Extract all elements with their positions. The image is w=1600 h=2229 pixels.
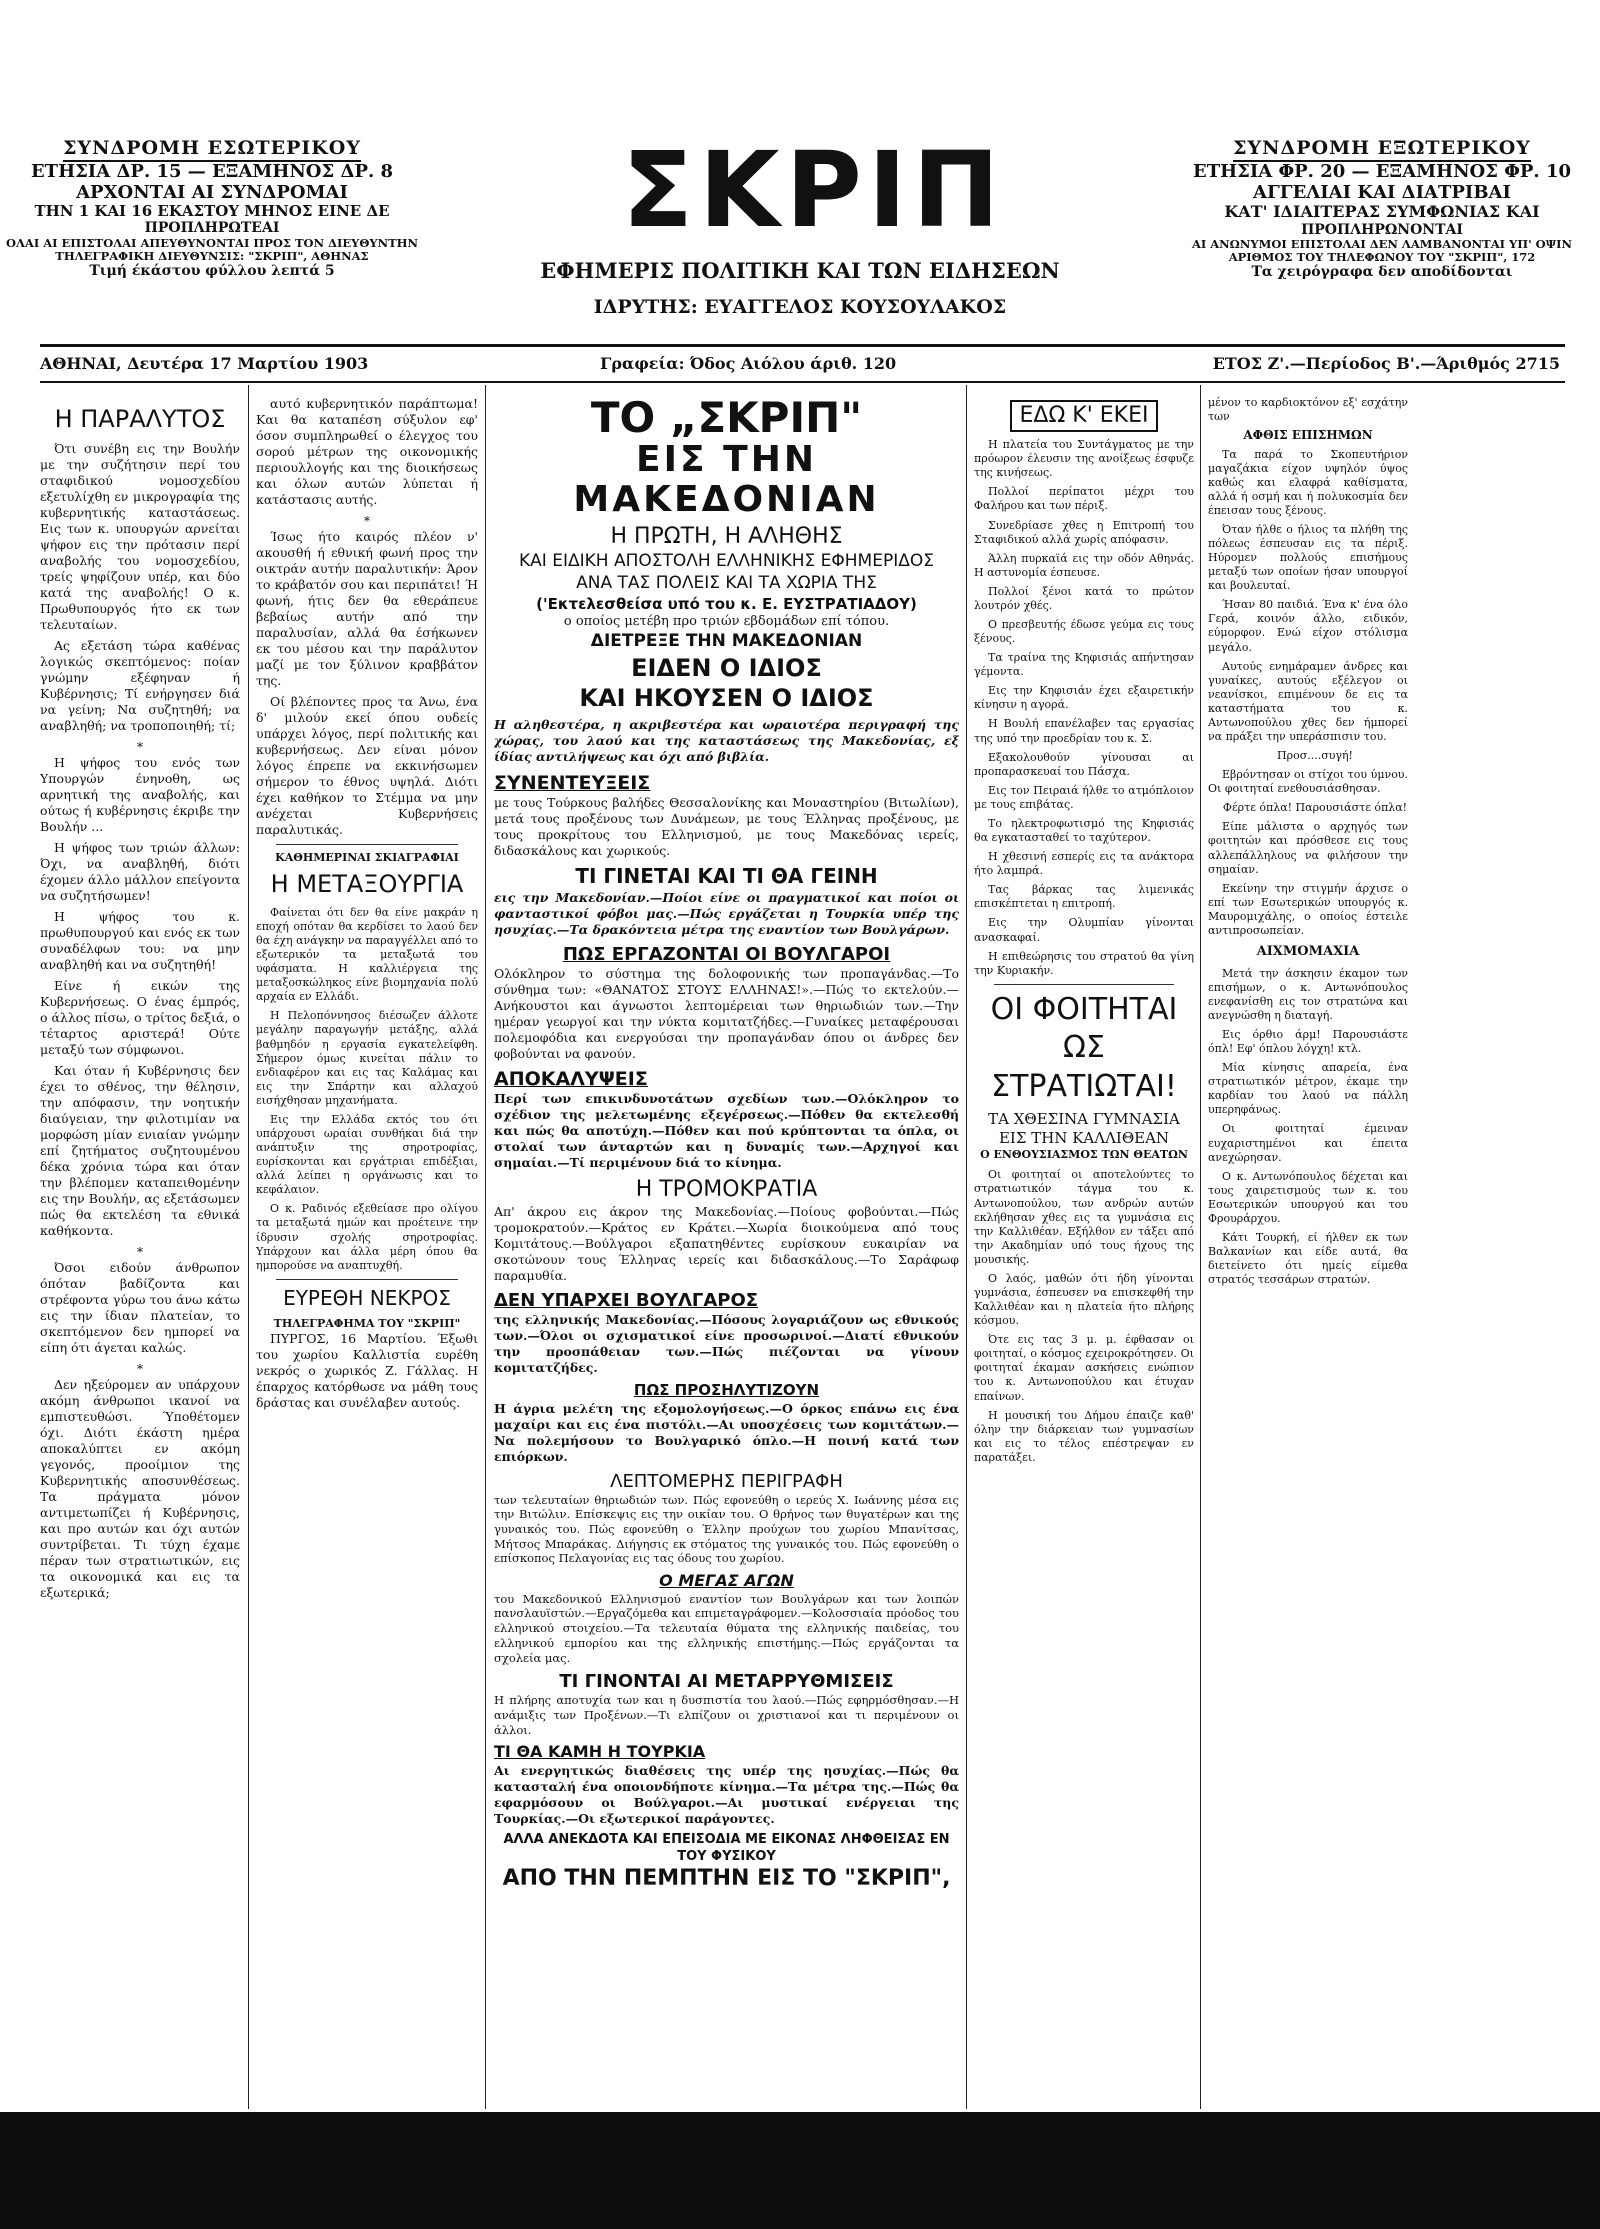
section-text: Περί των επικινδυνοτάτων σχεδίων των.—Ολόκληρον το σχέδιον της μελετωμένης εξεγέρσεως.—Πόθεν θα εκτελεσθή και πώς θα αποτύχη.—Πόθεν και πού κρύπτονται τα όπλα, οι στολαί των άνταρτών και η δυναμίς των.—Αρχηγοί και σημαίαι.—Τί περιμένουν διά το κίνημα.: [494, 1091, 959, 1171]
column-here-and-there: [974, 396, 1194, 2106]
paragraph: Οί βλέποντες προς τα Άνω, ένα δ' μιλούν εκεί όπου ουδείς υπάρχει λόγος, περί πολιτικής και κυβερνήσεως. Δεν είναι μόνον λόγος έπρεπε να εκκινήσωμεν σήμερον το έθνος υψηλά. Διότι έχει καθήκον το Στέμμα να μην ανέχεται Κυβερνήσεις παραλυτικάς.: [256, 694, 478, 837]
paragraph: Όσοι ειδούν άνθρωπον όπόταν βαδίζοντα και στρέφοντα γύρω του άνω κάτω εις την ίδιαν πλατείαν, το σκεπτόμενον δεν ημπορεί να είπη ότι άγεται καλώς.: [40, 1259, 240, 1355]
section-label: ΚΑΘΗΜΕΡΙΝΑΙ ΣΚΙΑΓΡΑΦΙΑΙ: [275, 851, 459, 864]
ads-agreement: ΚΑΤ' ΙΔΙΑΙΤΕΡΑΣ ΣΥΜΦΩΝΙΑΣ ΚΑΙ: [1224, 202, 1540, 222]
paragraph: Η ψήφος του ενός των Υπουργών ένηνοθη, ως αρνητική της αναβολής, και ούτως ή κυβέρνησις έκριβε την Βουλήν ...: [40, 754, 240, 834]
paragraph: Τα παρά το Σκοπευτήριον μαγαζάκια είχον υψηλόν ύψος καθώς και ελαφρά καθίσματα, αλλά ή οσμή και ή πολυκοσμία δεν έπεισαν τους ξένους.: [1208, 447, 1408, 517]
anonymous-letters-note: ΑΙ ΑΝΩΝΥΜΟΙ ΕΠΙΣΤΟΛΑΙ ΔΕΝ ΛΑΜΒΑΝΟΝΤΑΙ ΥΠ' ΟΨΙΝ: [1191, 236, 1573, 251]
news-item: Τα τραίνα της Κηφισιάς απήντησαν γέμοντα.: [974, 651, 1194, 679]
paragraph: Εις την Ελλάδα εκτός του ότι υπάρχουσι ωραίαι συνθήκαι διά την ανάπτυξιν της σηροτροφίας, ευρίσκονται και εργάτριαι επιδέξιαι, αλλά λείπει η οργάνωσις και το κεφάλαιον.: [256, 1112, 478, 1197]
paragraph: Ο κ. Αντωνόπουλος δέχεται και τους χαιρετισμούς των κ. του Εσωτερικών υπουργού και του Φρουράρχου.: [1208, 1169, 1408, 1225]
letters-note: ΟΛΑΙ ΑΙ ΕΠΙΣΤΟΛΑΙ ΑΠΕΥΘΥΝΟΝΤΑΙ ΠΡΟΣ ΤΟΝ ΔΙΕΥΘΥΝΤΗΝ: [5, 235, 419, 250]
dateline-rule: [40, 381, 1565, 383]
paragraph: Φαίνεται ότι δεν θα είνε μακράν η εποχή οπόταν θα κερδίσει το λαού δεν θα έχη ανάγκην να παραγγέλλει από το εξωτερικόν τα μεταξωτά του υφάσματα. Η καλλιέργεια της μεταξοσκώληκος είνε βιομηχανία πολύ αρχαία εν Ελλάδι.: [256, 905, 478, 1004]
intro-paragraph: Η αληθεστέρα, η ακριβεστέρα και ωραιοτέρα περιγραφή της χώρας, του λαού και της καταστάσεως της Μακεδονίας, εξ ίδίας αντιλήψεως και όχι από βιβλία.: [494, 716, 959, 764]
news-heading: ΕΥΡΕΘΗ ΝΕΚΡΟΣ: [283, 1285, 451, 1310]
news-item: Συνεδρίασε χθες η Επιτροπή του Σταφιδικού αλλά χωρίς απόφασιν.: [974, 518, 1194, 546]
paragraph: Και όταν ή Κυβέρνησις δεν έχει το σθένος, την θέλησιν, την απόφασιν, την νοητικήν διαύγειαν, την φιλοτιμίαν να μορφώση μίαν ενιαίαν γνώμην επί ζητήματος συζητουμένου δέκα χρόνια τώρα και όταν την βλέπομεν καταπειθομένην εις την Βουλήν, ας εξετάσωμεν πώς θα εκτελέση τα εθνικά καθήκοντα.: [40, 1062, 240, 1238]
subscription-box-foreign: [1172, 138, 1592, 280]
manuscripts-note: Τα χειρόγραφα δεν αποδίδονται: [1251, 264, 1513, 281]
article-heading: ΕΔΩ Κ' ΕΚΕΙ: [1010, 400, 1159, 432]
subheadline: ΕΙΔΕΝ Ο ΙΔΙΟΣ: [631, 653, 822, 682]
news-subheading: ΤΗΛΕΓΡΑΦΗΜΑ ΤΟΥ "ΣΚΡΙΠ": [273, 1317, 461, 1331]
paragraph: Είνε ή εικών της Κυβερνήσεως. Ο ένας έμπρός, ο άλλος πίσω, ο τρίτος δεξιά, ο τέταρτος αριστερά! Ούτε μεταξύ των σύμφωνοι.: [40, 977, 240, 1057]
news-item: Η Βουλή επανέλαβεν τας εργασίας της υπό την προεδρίαν του κ. Σ.: [974, 717, 1194, 745]
subheadline: ΚΑΙ ΕΙΔΙΚΗ ΑΠΟΣΤΟΛΗ ΕΛΛΗΝΙΚΗΣ ΕΦΗΜΕΡΙΔΟΣ: [519, 551, 934, 572]
main-headline-2: ΕΙΣ ΤΗΝ ΜΑΚΕΔΟΝΙΑΝ: [573, 439, 880, 520]
subscription-box-domestic: [2, 138, 422, 279]
subscription-prices: ΕΤΗΣΙΑ ΔΡ. 15 — ΕΞΑΜΗΝΟΣ ΔΡ. 8: [30, 160, 394, 182]
section-text: Η πλήρης αποτυχία των και η δυσπιστία του λαού.—Πώς εφηρμόσθησαν.—Η ανάμιξις των Προξένων.—Τι ελπίζουν οι χριστιανοί και τι περιμένουν οι άλλοι.: [494, 1693, 959, 1737]
news-item: Η πλατεία του Συντάγματος με την πρόωρον έλευσιν της ανοίξεως έσφυζε της κινήσεως.: [974, 438, 1194, 480]
subheading: ΤΑ ΧΘΕΣΙΝΑ ΓΥΜΝΑΣΙΑ: [988, 1109, 1180, 1128]
news-item: Η επιθεώρησις του στρατού θα γίνη την Κυριακήν.: [974, 949, 1194, 977]
column-students: [1208, 396, 1408, 2106]
section-heading: ΣΥΝΕΝΤΕΥΞΕΙΣ: [494, 771, 651, 794]
subscription-note: ΑΡΧΟΝΤΑΙ ΑΙ ΣΥΝΔΡΟΜΑΙ: [76, 181, 348, 203]
newspaper-logo: ΣΚΡΙΠ: [622, 129, 1006, 251]
telegraph-address: ΤΗΛΕΓΡΑΦΙΚΗ ΔΙΕΥΘΥΝΣΙΣ: "ΣΚΡΙΠ", ΑΘΗΝΑΣ: [55, 248, 369, 263]
article-heading: Η ΜΕΤΑΞΟΥΡΓΙΑ: [270, 870, 464, 899]
news-item: Η χθεσινή εσπερίς εις τα ανάκτορα ήτο λαμπρά.: [974, 850, 1194, 878]
telephone-number: ΑΡΙΘΜΟΣ ΤΟΥ ΤΗΛΕΦΩΝΟΥ ΤΟΥ "ΣΚΡΙΠ", 172: [1228, 249, 1536, 264]
subheading: Ο ΕΝΘΟΥΣΙΑΣΜΟΣ ΤΩΝ ΘΕΑΤΩΝ: [980, 1148, 1188, 1162]
section-text: Η άγρια μελέτη της εξομολογήσεως.—Ο όρκος επάνω εις ένα μαχαίρι και εις ένα πιστόλι.—Αι υποσχέσεις των κομιτάτων.—Να πολεμήσουν το Βουλγαρικό όπλο.—Η ποινή κατά των επιόρκων.: [494, 1400, 959, 1464]
ads-note: ΑΓΓΕΛΙΑΙ ΚΑΙ ΔΙΑΤΡΙΒΑΙ: [1253, 181, 1511, 203]
tagline: ΕΦΗΜΕΡΙΣ ΠΟΛΙΤΙΚΗ ΚΑΙ ΤΩΝ ΕΙΔΗΣΕΩΝ: [540, 258, 1060, 283]
section-text: Ολόκληρον το σύστημα της δολοφονικής των προπαγάνδας.—Το σύνθημα των: «ΘΑΝΑΤΟΣ ΣΤΟΥΣ ΕΛΛΗΝΑΣ!».—Πώς το εκτελούν.—Ανήκουστοι και άγνωστοι λεπτομέρειαι των θηριωδιών των.—Την ημέραν γεωργοί και την νύκτα κομιτατζήδες.—Γυναίκες μεταφέρουσαι πολεμοφόδια και ενεργούσαι την προπαγάνδαν όπου οι άνδρες δεν φοβούνται να φανούν.: [494, 965, 959, 1061]
news-item: Το ηλεκτροφωτισμό της Κηφισιάς θα εγκατασταθεί το ταχύτερον.: [974, 816, 1194, 845]
issue-price: Τιμή έκάστου φύλλου λεπτά 5: [89, 263, 335, 279]
paragraph: αυτό κυβερνητικόν παράπτωμα! Και θα καταπέση σύξυλον εφ' όσον συμπληρωθεί ο έλεγχος του σορού μέτρων της οικονομικής περιουλλογής και της διοικήσεως και όλων αυτών λύπεται ή κατάστασις αυτής.: [256, 396, 478, 507]
section-heading: ΔΕΝ ΥΠΑΡΧΕΙ ΒΟΥΛΓΑΡΟΣ: [494, 1290, 759, 1312]
column-rule: [248, 385, 249, 2109]
paragraph: Οι φοιτηταί οι αποτελούντες το στρατιωτικόν τάγμα του κ. Αντωνοπούλου, των ανδρών αυτών εκλήθησαν χθες εις τα γυμνάσια εις την Καλλιθέαν. Εξήλθον εν τάξει από την Ακαδημίαν υπό τους ήχους της μουσικής.: [974, 1168, 1194, 1266]
news-item: Πολλοί περίπατοι μέχρι του Φαλήρου και των πέριξ.: [974, 485, 1194, 513]
section-text: εις την Μακεδονίαν.—Ποίοι είνε οι πραγματικοί και ποίοι οι φανταστικοί φόβοι μας.—Πώς εργάζεται η Τουρκία υπέρ της ησυχίας.—Τα δρακόντεια μέτρα της εναντίον των Βουλγάρων.: [494, 889, 959, 937]
section-heading: ΠΩΣ ΠΡΟΣΗΛΥΤΙΖΟΥΝ: [633, 1381, 820, 1400]
prepay-note: ΠΡΟΠΛΗΡΩΝΟΝΤΑΙ: [1301, 221, 1463, 238]
article-heading: ΟΙ ΦΟΙΤΗΤΑΙ: [990, 991, 1178, 1027]
subheadline: ΑΝΑ ΤΑΣ ΠΟΛΕΙΣ ΚΑΙ ΤΑ ΧΩΡΙΑ ΤΗΣ: [576, 573, 877, 594]
paragraph: Εις όρθιο άρμ! Παρουσιάστε όπλ! Εφ' όπλου λόγχη! κτλ.: [1208, 1027, 1408, 1056]
column-rule: [966, 385, 967, 2109]
scan-dark-edge: [0, 2112, 1600, 2229]
asterisk-divider: *: [136, 738, 144, 754]
paragraph: Μετά την άσκησιν έκαμον των επισήμων, ο κ. Αντωνόπουλος ενεφανίσθη εις τον στρατώνα και ανεγνώσθη η διαταγή.: [1208, 966, 1408, 1022]
correspondent-line: ('Εκτελεσθείσα υπό του κ. Ε. ΕΥΣΤΡΑΤΙΑΔΟΥ): [536, 594, 917, 613]
section-heading: ΤΙ ΓΙΝΕΤΑΙ ΚΑΙ ΤΙ ΘΑ ΓΕΙΝΗ: [575, 864, 878, 889]
subheadline: ΔΙΕΤΡΕΞΕ ΤΗΝ ΜΑΚΕΔΟΝΙΑΝ: [590, 630, 863, 651]
asterisk-divider: *: [363, 513, 371, 528]
paragraph: Ο λαός, μαθών ότι ήδη γίνονται γυμνάσια, έσπευσεν να επισκεφθή την Καλλιθέαν και η πλατεία ήτο πλήρης κόσμου.: [974, 1271, 1194, 1328]
article-heading: Η ΠΑΡΑΛΥΤΟΣ: [54, 405, 226, 433]
paragraph: Ας εξετάση τώρα καθένας λογικώς σκεπτόμενος: ποίαν γνώμην εξέφηναν ή Κυβέρνησις; Τί ενήργησεν διά να γείνη; Να συζητηθή; να αναβληθή; να τροποποιηθή; τί;: [40, 637, 240, 733]
paragraph: Προσ....συγή!: [1277, 749, 1353, 763]
paragraph: Η ψήφος των τριών άλλων: Όχι, να αναβληθή, διότι έχομεν άλλο μάλλον επείγοντα να συζητήσωμεν!: [40, 839, 240, 903]
section-text: των τελευταίων θηριωδιών των. Πώς εφονεύθη ο ιερεύς Χ. Ιωάννης μέσα εις την Βιτώλιν. Επίσκεψις εις την οικίαν του. Ο θρήνος των θυγατέρων και της γυναικός του. Πώς εφονεύθη ο Έλλην προύχων του χωρίου Μπανίτσας, Μήτσος Μπαράκας. Διήγησις εκ στόματος της γυναικός του. Πώς εφονεύθη ο επίσκοπος Πελαγονίας εις τας όδους του χωρίου.: [494, 1492, 959, 1566]
prepay-note: ΠΡΟΠΛΗΡΩΤΕΑΙ: [144, 220, 280, 237]
issue-number: ΕΤΟΣ Ζ'.—Περίοδος Β'.—Άριθμός 2715: [1212, 354, 1560, 373]
section-heading: ΛΕΠΤΟΜΕΡΗΣ ΠΕΡΙΓΡΑΦΗ: [610, 1470, 843, 1492]
paragraph: Ότε εις τας 3 μ. μ. έφθασαν οι φοιτηταί, ο κόσμος εχειροκρότησεν. Οι φοιτηταί έκαμαν ασκήσεις ενώπιον του κ. Αντωνοπούλου και έτυχαν επαίνων.: [974, 1333, 1194, 1403]
paragraph: Ο κ. Ραδινός εξεθείασε προ ολίγου τα μεταξωτά ημών και προέτεινε την ίδρυσιν σχολής σηροτροφίας. Υπάρχουν και άλλα μέρη όπου θα ημπορούσε να αναπτυχθή.: [256, 1202, 478, 1272]
column-rule: [1200, 385, 1201, 2109]
paragraph: Ότι συνέβη εις την Βουλήν με την συζήτησιν περί του σταφιδικού νομοσχεδίου εξετυλίχθη εν μικρογραφία της κυβερνητικής καταστάσεως. Εις των κ. υπουργών αρνείται ψήφον εις την πρότασιν περί αναβολής του νομοσχεδίου, τρείς ψηφίζουν υπέρ, και δύο κατά της αναβολής! Ο κ. Πρωθυπουργός ήτο εκ των τελευταίων.: [40, 440, 240, 632]
asterisk-divider: *: [136, 1360, 144, 1376]
dateline: [40, 354, 1560, 378]
news-item: Τας βάρκας τας λιμενικάς επισκέπτεται η επιτροπή.: [974, 883, 1194, 911]
footer-headline: ΑΠΟ ΤΗΝ ΠΕΜΠΤΗΝ ΕΙΣ ΤΟ "ΣΚΡΙΠ",: [502, 1866, 951, 1892]
paragraph: Ήσαν 80 παιδιά. Ένα κ' ένα όλο Γερά, κοινόν άλλο, ειδικόν, εύμορφον. Ενώ είχον στόλισμα μεγάλο.: [1208, 598, 1408, 654]
section-heading: ΑΠΟΚΑΛΥΨΕΙΣ: [494, 1067, 648, 1090]
masthead-rule: [40, 344, 1565, 347]
section-heading: Η ΤΡΟΜΟΚΡΑΤΙΑ: [635, 1177, 818, 1203]
paragraph: Φέρτε όπλα! Παρουσιάστε όπλα!: [1222, 801, 1408, 815]
news-item: Εις την Ολυμπίαν γίνονται ανασκαφαί.: [974, 916, 1194, 944]
continuation-line: μένον το καρδιοκτόνον εξ' εσχάτην των: [1208, 396, 1408, 424]
paragraph: Οι φοιτηταί έμειναν ευχαριστημένοι και έπειτα ανεχώρησαν.: [1208, 1122, 1408, 1164]
paragraph: Η Πελοπόννησος διέσωζεν άλλοτε μεγάλην παραγωγήν μετάξης, αλλά βαθμηδόν η εργασία εγκατελείφθη. Σήμερον όμως κινείται πάλιν το ενδιαφέρον και εις τας Καλάμας και εις την Σπάρτην και αλλαχού εισήχθησαν μηχανήματα.: [256, 1009, 478, 1107]
column-features: [256, 396, 478, 2100]
paragraph: Κάτι Τουρκή, εί ήλθεν εκ των Βαλκανίων και είδε αυτά, θα διετείνετο ότι ημείς είμεθα στρατός τεσσάρων στρατών.: [1208, 1230, 1408, 1287]
section-heading: ΤΙ ΓΙΝΟΝΤΑΙ ΑΙ ΜΕΤΑΡΡΥΘΜΙΣΕΙΣ: [559, 1671, 894, 1693]
column-macedonia: [494, 396, 959, 2106]
paragraph: Αυτούς ενημάραμεν άνδρες και γυναίκες, αυτούς εξέλεγον οι νεανίσκοι, επιμένουν δε εις τα καταστήματα του κ. Αντωνοπούλου χθες δεν ήμπορεί να πράξει την υπεράσπισιν του.: [1208, 659, 1408, 743]
subheadline: Η ΠΡΩΤΗ, Η ΑΛΗΘΗΣ: [610, 524, 843, 550]
paragraph: Μία κίνησις απαρεία, ένα στρατιωτικόν μέτρον, έκαμε την καρδίαν του λαού να πάλλη υπερηφάνως.: [1208, 1061, 1408, 1117]
article-heading-2: ΩΣ ΣΤΡΑΤΙΩΤΑΙ!: [991, 1030, 1177, 1104]
section-heading: Ο ΜΕΓΑΣ ΑΓΩΝ: [659, 1571, 794, 1591]
subheadline: ΚΑΙ ΗΚΟΥΣΕΝ Ο ΙΔΙΟΣ: [579, 684, 874, 713]
section-text: Απ' άκρου εις άκρον της Μακεδονίας.—Ποίους φοβούνται.—Πώς τρομοκρατούν.—Κράτος εν Κράτει.—Χωρία διοικούμενα από τους Κομιτάτους.—Βούλγαροι εξαπατηθέντες ευρίσκουν ευκαιρίαν να σκοτώνουν τους Έλληνας ιερείς και διδασκάλους.—Το Σαράφωφ παραμυθία.: [494, 1204, 959, 1284]
paragraph: Είπε μάλιστα ο αρχηγός των φοιτητών και πρόσθεσε εις τους αλλεπάλληλους να φιλήσουν την σημαίαν.: [1208, 820, 1408, 876]
article-heading: ΑΦΘΙΣ ΕΠΙΣΗΜΩΝ: [1243, 428, 1373, 443]
section-heading: ΤΙ ΘΑ ΚΑΜΗ Η ΤΟΥΡΚΙΑ: [494, 1742, 706, 1762]
section-text: του Μακεδονικού Ελληνισμού εναντίον των Βουλγάρων και των λοιπών πανσλαυϊστών.—Εργαζόμεθα και επιμεταγράφομεν.—Κολοσσιαία πρόοδος του ελληνικού στοιχείου.—Τα τελευταία θύματα της ελληνικής παιδείας, του ελληνικού εμπορίου και της ελληνικής επιστήμης.—Πώς εργάζονται τα σχολεία μας.: [494, 1591, 959, 1665]
section-text: Αι ενεργητικώς διαθέσεις της υπέρ της ησυχίας.—Πώς θα κατασταλή ένα οποιονδήποτε κίνημα.—Τα μέτρα της.—Πώς θα εφαρμόσουν οι Βούλγαροι.—Αι μυστικαί ενέργειαι της Τουρκίας.—Οι εξωτερικοί παράγοντες.: [494, 1762, 959, 1826]
divider: [276, 844, 458, 845]
correspondent-note: ο οποίος μετέβη προ τριών εβδομάδων επί τόπου.: [563, 614, 890, 630]
section-text: με τους Τούρκους βαλήδες Θεσσαλονίκης και Μοναστηρίου (Βιτωλίων), μετά τους προξένους των Δυνάμεων, με τους Έλληνας προξένους, με τους προκρίτους του Ελληνισμού, με τους Μακεδόνας ιερείς, διδασκάλους και χωρικούς.: [494, 795, 959, 859]
column-editorial: [40, 400, 240, 2100]
divider: [276, 1279, 458, 1280]
main-headline: ΤΟ „ΣΚΡΙΠ": [590, 396, 863, 442]
column-rule: [485, 385, 486, 2109]
divider: [994, 984, 1174, 985]
paragraph: Εκείνην την στιγμήν άρχισε ο επί των Εσωτερικών υπουργός κ. Μαυρομιχάλης, ο οποίος έστειλε αντιπροσωπείαν.: [1208, 881, 1408, 937]
paragraph: Η ψήφος του κ. πρωθυπουργού και ενός εκ των συναδέλφων του: να μην αναβληθή και να συζητηθή!: [40, 908, 240, 972]
subscription-prices: ΕΤΗΣΙΑ ΦΡ. 20 — ΕΞΑΜΗΝΟΣ ΦΡ. 10: [1192, 160, 1572, 182]
subscription-title: ΣΥΝΔΡΟΜΗ ΕΣΩΤΕΡΙΚΟΥ: [63, 138, 361, 162]
footer-note: ΑΛΛΑ ΑΝΕΚΔΟΤΑ ΚΑΙ ΕΠΕΙΣΟΔΙΑ ΜΕ ΕΙΚΟΝΑΣ ΛΗΦΘΕΙΣΑΣ ΕΝ ΤΟΥ ΦΥΣΙΚΟΥ: [503, 1831, 950, 1864]
asterisk-divider: *: [136, 1243, 144, 1259]
news-item: Εις τον Πειραιά ήλθε το ατμόπλοιον με τους επιβάτας.: [974, 783, 1194, 811]
paragraph: ΠΥΡΓΟΣ, 16 Μαρτίου. Έξωθι του χωρίου Καλλιστία ευρέθη νεκρός ο χωρικός Ζ. Γάλλας. Η έπαρχος κατόρθωσε να μάθη τους δράστας και συνέλαβεν αυτούς.: [256, 1331, 478, 1411]
section-text: της ελληνικής Μακεδονίας.—Πόσους λογαριάζουν ως εθνικούς των.—Όλοι οι σχισματικοί είνε προσωρινοί.—Διατί εθνικούν την προσπάθειαν των.—Πώς πιέζονται να γίνουν κομιτατζήδες.: [494, 1312, 959, 1376]
article-heading: ΑΙΧΜΟΜΑΧΙΑ: [1256, 944, 1360, 960]
news-item: Πολλοί ξένοι κατά το πρώτον λουτρόν χθές.: [974, 584, 1194, 612]
paragraph: Όταν ήλθε ο ήλιος τα πλήθη της πόλεως έσπευσαν εις τα πέριξ. Ηύρομεν πολλούς επισήμους μεταξύ των οποίων ήσαν υπουργοί και βουλευταί.: [1208, 522, 1408, 593]
subscription-dates: ΤΗΝ 1 ΚΑΙ 16 ΕΚΑΣΤΟΥ ΜΗΝΟΣ ΕΙΝΕ ΔΕ: [34, 202, 390, 221]
paragraph: Εβρόντησαν οι στίχοι του ύμνου. Οι φοιτηταί ενεθουσιάσθησαν.: [1208, 768, 1408, 796]
news-item: Εις την Κηφισιάν έχει εξαιρετικήν κίνησιν η αγορά.: [974, 684, 1194, 712]
news-item: Άλλη πυρκαϊά εις την οδόν Αθηνάς. Η αστυνομία έσπευσε.: [974, 551, 1194, 579]
founder-line: ΙΔΡΥΤΗΣ: ΕΥΑΓΓΕΛΟΣ ΚΟΥΣΟΥΛΑΚΟΣ: [593, 296, 1007, 318]
office-address: Γραφεία: Όδος Αιόλου άριθ. 120: [600, 354, 897, 373]
paragraph: Η μουσική του Δήμου έπαιζε καθ' όλην την διάρκειαν των γυμνασίων και εις το τέλος επέστρεψαν εν παρατάξει.: [974, 1408, 1194, 1464]
subscription-title: ΣΥΝΔΡΟΜΗ ΕΞΩΤΕΡΙΚΟΥ: [1233, 138, 1531, 162]
subheading: ΕΙΣ ΤΗΝ ΚΑΛΛΙΘΕΑΝ: [998, 1129, 1170, 1148]
paragraph: Ίσως ήτο καιρός πλέον ν' ακουσθή ή εθνική φωνή προς την οικτράν αυτήν παραλυτικήν: Άρον το κράβατόν σου και περιπάτει! Ή φωνή, ήτις δεν θα εθεράπευε βεβαίως αυτήν από την παραλυσίαν, αλλά θα έσήκωνεν εκ του μέσου και την παράλυτον μαζί με τον ξύλινον κραββάτον της.: [256, 529, 478, 688]
news-item: Ο πρεσβευτής έδωσε γεύμα εις τους ξένους.: [974, 618, 1194, 646]
paragraph: Δεν ηξεύρομεν αν υπάρχουν ακόμη άνθρωποι ικανοί να εμπιστευθώσι. Ύποθέτομεν όχι. Διότι έκάστη ημέρα αποκαλύπτει εν ακόμη γεγονός, προοίμιον της Κυβερνητικής αποσυνθέσεως. Τα πράγματα μόνον αντιμετωπίζει ή Κυβέρνησις, και προ αυτών και όχι αυτών συντρίβεται. Τι τύχη έχαμε πέραν των στρατιωτικών, εις τα οικονομικά και εις τα εξωτερικά;: [40, 1376, 240, 1600]
section-heading: ΠΩΣ ΕΡΓΑΖΟΝΤΑΙ ΟΙ ΒΟΥΛΓΑΡΟΙ: [562, 943, 891, 965]
issue-date: ΑΘΗΝΑΙ, Δευτέρα 17 Μαρτίου 1903: [40, 354, 369, 373]
news-item: Εξακολουθούν γίνουσαι αι προπαρασκευαί του Πάσχα.: [974, 750, 1194, 778]
